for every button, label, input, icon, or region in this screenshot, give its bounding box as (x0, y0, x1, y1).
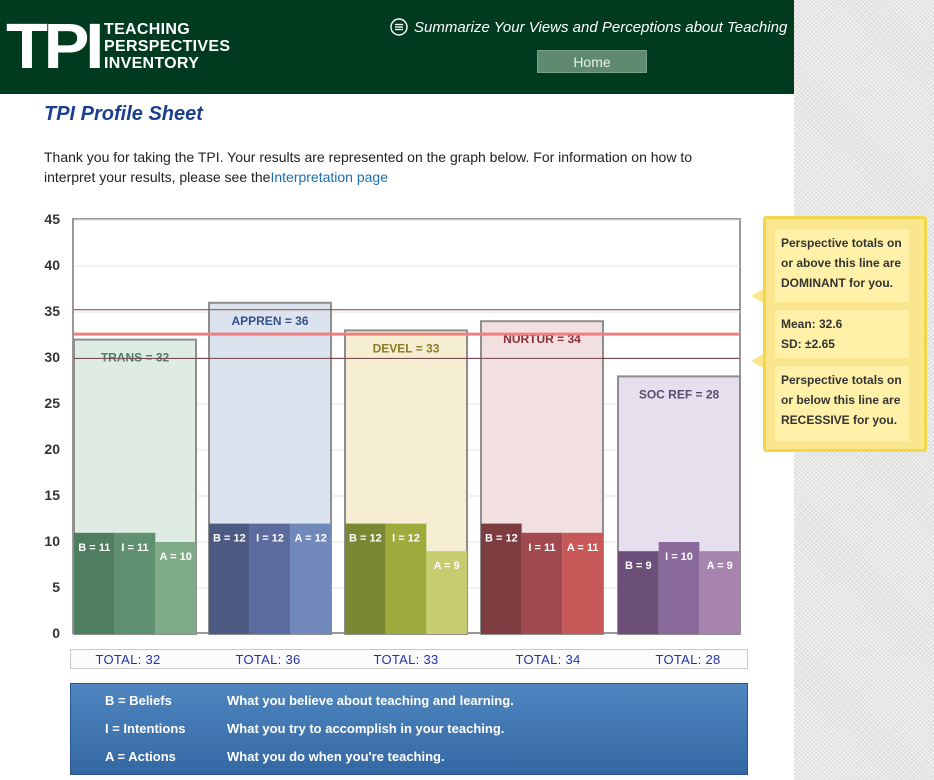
sub-bar-label: B = 12 (484, 532, 518, 545)
sub-bar-label: A = 9 (433, 560, 460, 573)
bar-title-label: DEVEL = 33 (372, 341, 440, 356)
y-tick-label: 40 (44, 257, 60, 273)
y-tick-label: 20 (44, 441, 60, 457)
interpretation-panel (763, 216, 927, 452)
sub-bar-label: B = 12 (212, 532, 246, 545)
recessive-note: Perspective totals on or below this line are RECESSIVE for you. (775, 366, 909, 441)
total-trans: TOTAL: 32 (95, 652, 161, 667)
y-tick-label: 35 (44, 303, 60, 319)
home-button[interactable]: Home (537, 50, 647, 73)
legend-actions-code: A = Actions (105, 749, 176, 764)
sub-bar-label: A = 10 (159, 551, 192, 563)
sub-bar-label: B = 11 (78, 541, 111, 554)
legend-intentions-desc: What you try to accomplish in your teaching. (227, 721, 505, 736)
mean-value: Mean: 32.6 (781, 317, 843, 331)
page-title: TPI Profile Sheet (44, 103, 203, 125)
intro-text: Thank you for taking the TPI. Your results are represented on the graph below. For information on how to interpret your results, please see the (44, 149, 693, 185)
bar-title-label: APPREN = 36 (231, 313, 309, 328)
mean-sd-box (775, 310, 909, 358)
y-tick-label: 30 (44, 349, 60, 365)
tpi-logo-letters: TPI (6, 18, 101, 72)
legend-intentions-code: I = Intentions (105, 721, 186, 736)
sub-bar-label: I = 12 (256, 532, 284, 545)
y-tick-label: 25 (44, 395, 60, 411)
dominant-note: Perspective totals on or above this line are DOMINANT for you. (775, 229, 909, 302)
recessive-pointer-arrow (751, 354, 763, 368)
sub-bar-label: A = 12 (294, 532, 327, 545)
total-socref: TOTAL: 28 (655, 652, 721, 667)
sub-bar-label: A = 11 (566, 541, 599, 554)
dominant-pointer-arrow (751, 289, 763, 303)
sd-value: SD: ±2.65 (781, 337, 835, 351)
y-tick-label: 45 (44, 211, 60, 227)
legend-box (70, 683, 748, 775)
sub-bar-label: B = 12 (348, 532, 382, 545)
sub-bar-label: B = 9 (625, 560, 652, 573)
logo-line-2: PERSPECTIVES (104, 38, 231, 55)
y-tick-label: 5 (52, 579, 60, 595)
sub-bar-label: I = 12 (392, 532, 420, 545)
interpretation-link[interactable]: Interpretation page (270, 169, 388, 185)
y-tick-label: 0 (52, 625, 60, 641)
total-devel: TOTAL: 33 (373, 652, 439, 667)
sub-bar-label: A = 9 (706, 560, 733, 573)
legend-beliefs-desc: What you believe about teaching and learning. (227, 693, 514, 708)
tagline-text: Summarize Your Views and Perceptions about Teaching (414, 18, 788, 36)
logo-line-1: TEACHING (104, 21, 190, 38)
bar-title-label: TRANS = 32 (100, 350, 170, 365)
legend-actions-desc: What you do when you're teaching. (227, 749, 445, 764)
logo-line-3: INVENTORY (104, 55, 200, 72)
sub-bar-label: I = 10 (665, 551, 693, 563)
bar-title-label: SOC REF = 28 (638, 387, 720, 402)
sub-bar-label: I = 11 (528, 541, 556, 554)
y-tick-label: 15 (44, 487, 60, 503)
total-nurtur: TOTAL: 34 (515, 652, 581, 667)
total-appren: TOTAL: 36 (235, 652, 301, 667)
legend-beliefs-code: B = Beliefs (105, 693, 172, 708)
y-tick-label: 10 (44, 533, 60, 549)
sub-bar-label: I = 11 (121, 541, 149, 554)
bar-title-label: NURTUR = 34 (503, 332, 581, 347)
